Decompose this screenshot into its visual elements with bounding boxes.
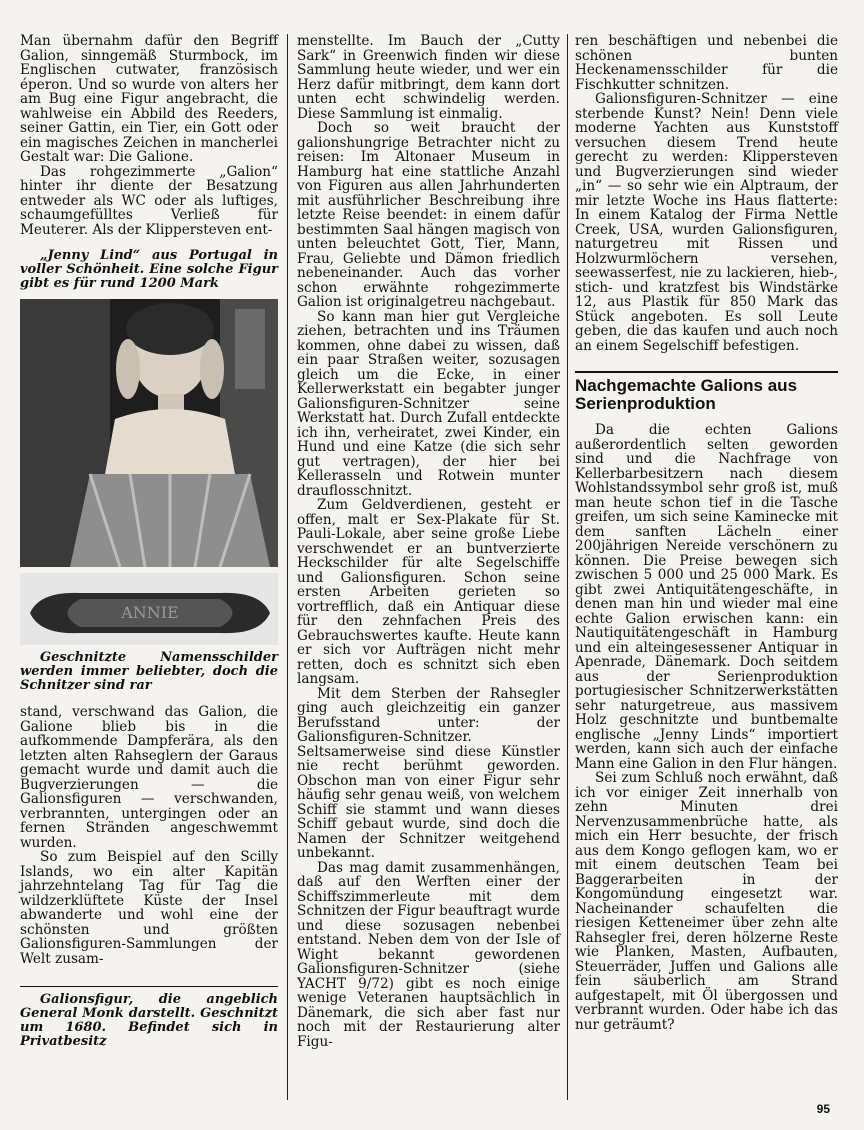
section-headline: Nachgemachte Galions aus Serienproduktion: [575, 371, 838, 413]
column-3: [575, 34, 838, 1032]
column-2: [297, 34, 560, 1049]
name-board-photo: [20, 573, 278, 645]
caption-rule: [20, 986, 278, 987]
column-1: [20, 34, 278, 1049]
article-paragraph: Da die echten Galions außerordentlich selten geworden sind und die Nachfrage von Kellerbarbesitzern nach diesem Wohlstandssymbol sehr groß ist, muß man heute schon tief in die Tasche greifen, um sich seine Kaminecke mit dem sanften Lächeln einer 200jährigen Nereide verschönern zu können. Die Preise bewegen sich zwischen 5 000 und 25 000 Mark. Es gibt zwei Antiquitätengeschäfte, in denen man hin und wieder mal eine echte Galion erwischen kann: ein Nautiquitätengeschäft in Hamburg und ein alteingesessener Antiquar in Apenrade, Dänemark. Doch seitdem aus der Serienproduktion portugiesischer Schnitzerwerkstätten sehr naturgetreue, aus massivem Holz geschnitzte und buntbemalte englische „Jenny Linds“ importiert werden, kann sich auch der einfache Mann eine Galion in den Flur hängen.: [575, 422, 838, 772]
article-paragraph: Sei zum Schluß noch erwähnt, daß ich vor einiger Zeit innerhalb von zehn Minuten drei Nervenzusammenbrüche hatte, als mich ein Herr besuchte, der frisch aus dem Kongo geflogen kam, wo er mit einem deutschen Team bei Baggerarbeiten in der Kongomündung eingesetzt war. Nacheinander schaufelten die riesigen Ketteneimer über zehn alte Rahsegler frei, deren hölzerne Reste wie Planken, Masten, Aufbauten, Steuerräder, Juffen und Galions alle fein säuberlich am Strand aufgestapelt, mit Öl übergossen und verbrannt wurden. Oder habe ich das nur geträumt?: [575, 770, 838, 1033]
article-paragraph: So kann man hier gut Vergleiche ziehen, betrachten und ins Träumen kommen, ohne dabei zu wissen, daß ein paar Straßen weiter, sozusagen gleich um die Ecke, in einer Kellerwerkstatt ein begabter junger Galionsfiguren-Schnitzer seine Werkstatt hat. Durch Zufall entdeckte ich ihn, verheiratet, zwei Kinder, ein Hund und eine Katze (die sich sehr gut vertragen), der hier bei Kellerasseln und Rotwein munter drauflosschnitzt.: [297, 308, 560, 499]
photo-caption-general-monk: Galionsfigur, die angeblich General Monk darstellt. Geschnitzt um 1680. Befindet sich in Privatbesitz: [20, 992, 278, 1049]
article-paragraph: Das rohgezimmerte „Galion“ hinter ihr diente der Besatzung entweder als WC oder als luftiges, schaumgefülltes Verließ für Meuterer. Als der Klippersteven ent-: [20, 163, 278, 238]
article-paragraph: Doch so weit braucht der galionshungrige Betrachter nicht zu reisen: Im Altonaer Museum in Hamburg hat eine stattliche Anzahl von Figuren aus allen Jahrhunderten mit ausführlicher Beschreibung ihre letzte Reise beendet: in einem dafür bestimmten Saal hängen magisch von unten beleuchtet Gott, Tier, Mann, Frau, Geliebte und Dämon friedlich nebeneinander. Auch das vorher schon erwähnte rohgezimmerte Galion ist originalgetreu nachgebaut.: [297, 120, 560, 310]
article-paragraph: Man übernahm dafür den Begriff Galion, sinngemäß Sturmbock, im Englischen cutwater, französisch éperon. Und so wurde von alters her am Bug eine Figur angebracht, die wahlweise ein Abbild des Reeders, seiner Gattin, ein Tier, ein Gott oder ein magisches Zeichen in mancherlei Gestalt war: Die Galione.: [20, 33, 278, 165]
article-paragraph: ren beschäftigen und nebenbei die schönen bunten Heckenamensschilder für die Fischkutter schnitzen.: [575, 33, 838, 93]
column-divider: [567, 34, 568, 1100]
figurehead-photo: [20, 299, 278, 567]
photo-caption-jenny-lind: „Jenny Lind“ aus Portugal in voller Schönheit. Eine solche Figur gibt es für rund 1200 Mark: [20, 248, 278, 291]
article-paragraph: Zum Geldverdienen, gesteht er offen, malt er Sex-Plakate für St. Pauli-Lokale, aber seine große Liebe verschwendet er an buntverzierte Heckschilder für alte Segelschiffe und Galionsfiguren. Schon seine ersten Arbeiten gerieten so vortrefflich, daß ein Antiquar diese für den zehnfachen Preis des Gebrauchswertes kaufte. Heute kann er sich vor Aufträgen nicht mehr retten, doch es schnitzt sich eben langsam.: [297, 497, 560, 687]
article-paragraph: Das mag damit zusammenhängen, daß auf den Werften einer der Schiffszimmerleute mit dem Schnitzen der Figur beauftragt wurde und diese sozusagen nebenbei entstand. Neben dem von der Isle of Wight bekannt gewordenen Galionsfiguren-Schnitzer (siehe YACHT 9/72) gibt es noch einige wenige Veteranen hauptsächlich in Dänemark, die sich aber fast nur noch mit der Restaurierung alter Figu-: [297, 859, 560, 1050]
column-divider: [287, 34, 288, 1100]
article-paragraph: Galionsfiguren-Schnitzer — eine sterbende Kunst? Nein! Denn viele moderne Yachten aus Kunststoff versuchen diesem Trend heute gerecht zu werden: Klippersteven und Bugverzierungen sind wieder „in“ — so sehr wie ein Alptraum, der mir letzte Woche ins Haus flatterte: In einem Katalog der Firma Nettle Creek, USA, wurden Galionsfiguren, naturgetreu mit Rissen und Holzwurmlöchern versehen, seewasserfest, nie zu lackieren, hieb-, stich- und kratzfest bis Windstärke 12, aus Plastik für 850 Mark das Stück angeboten. Es soll Leute geben, die das kaufen und auch noch an einem Segelschiff befestigen.: [575, 91, 838, 354]
article-paragraph: stand, verschwand das Galion, die Galione blieb bis in die aufkommende Dampferära, als den letzten alten Rahseglern der Garaus gemacht wurde und damit auch die Bugverzierungen — die Galionsfiguren — verschwanden, verbrannten, untergingen oder an fernen Stränden angeschwemmt wurden.: [20, 704, 278, 851]
article-paragraph: menstellte. Im Bauch der „Cutty Sark“ in Greenwich finden wir diese Sammlung heute wieder, und wer ein Herz dafür mitbringt, dem kann dort unten echt schwindelig werden. Diese Sammlung ist einmalig.: [297, 33, 560, 122]
photo-caption-name-boards: Geschnitzte Namensschilder werden immer beliebter, doch die Schnitzer sind rar: [20, 650, 278, 693]
article-paragraph: So zum Beispiel auf den Scilly Islands, wo ein alter Kapitän jahrzehntelang Tag für Tag die wildzerklüftete Küste der Insel abwanderte und wohl eine der schönsten und größten Galionsfiguren-Sammlungen der Welt zusam-: [20, 849, 278, 967]
article-paragraph: Mit dem Sterben der Rahsegler ging auch gleichzeitig ein ganzer Berufsstand unter: der Galionsfiguren-Schnitzer. Seltsamerweise sind diese Künstler nie recht berühmt geworden. Obschon man von einer Figur sehr häufig sehr genau weiß, von welchem Schiff sie stammt und wann dieses Schiff gebaut wurde, sind doch die Namen der Schnitzer weitgehend unbekannt.: [297, 685, 560, 861]
page-number: 95: [816, 1102, 830, 1116]
svg-text:ANNIE: ANNIE: [121, 603, 179, 622]
